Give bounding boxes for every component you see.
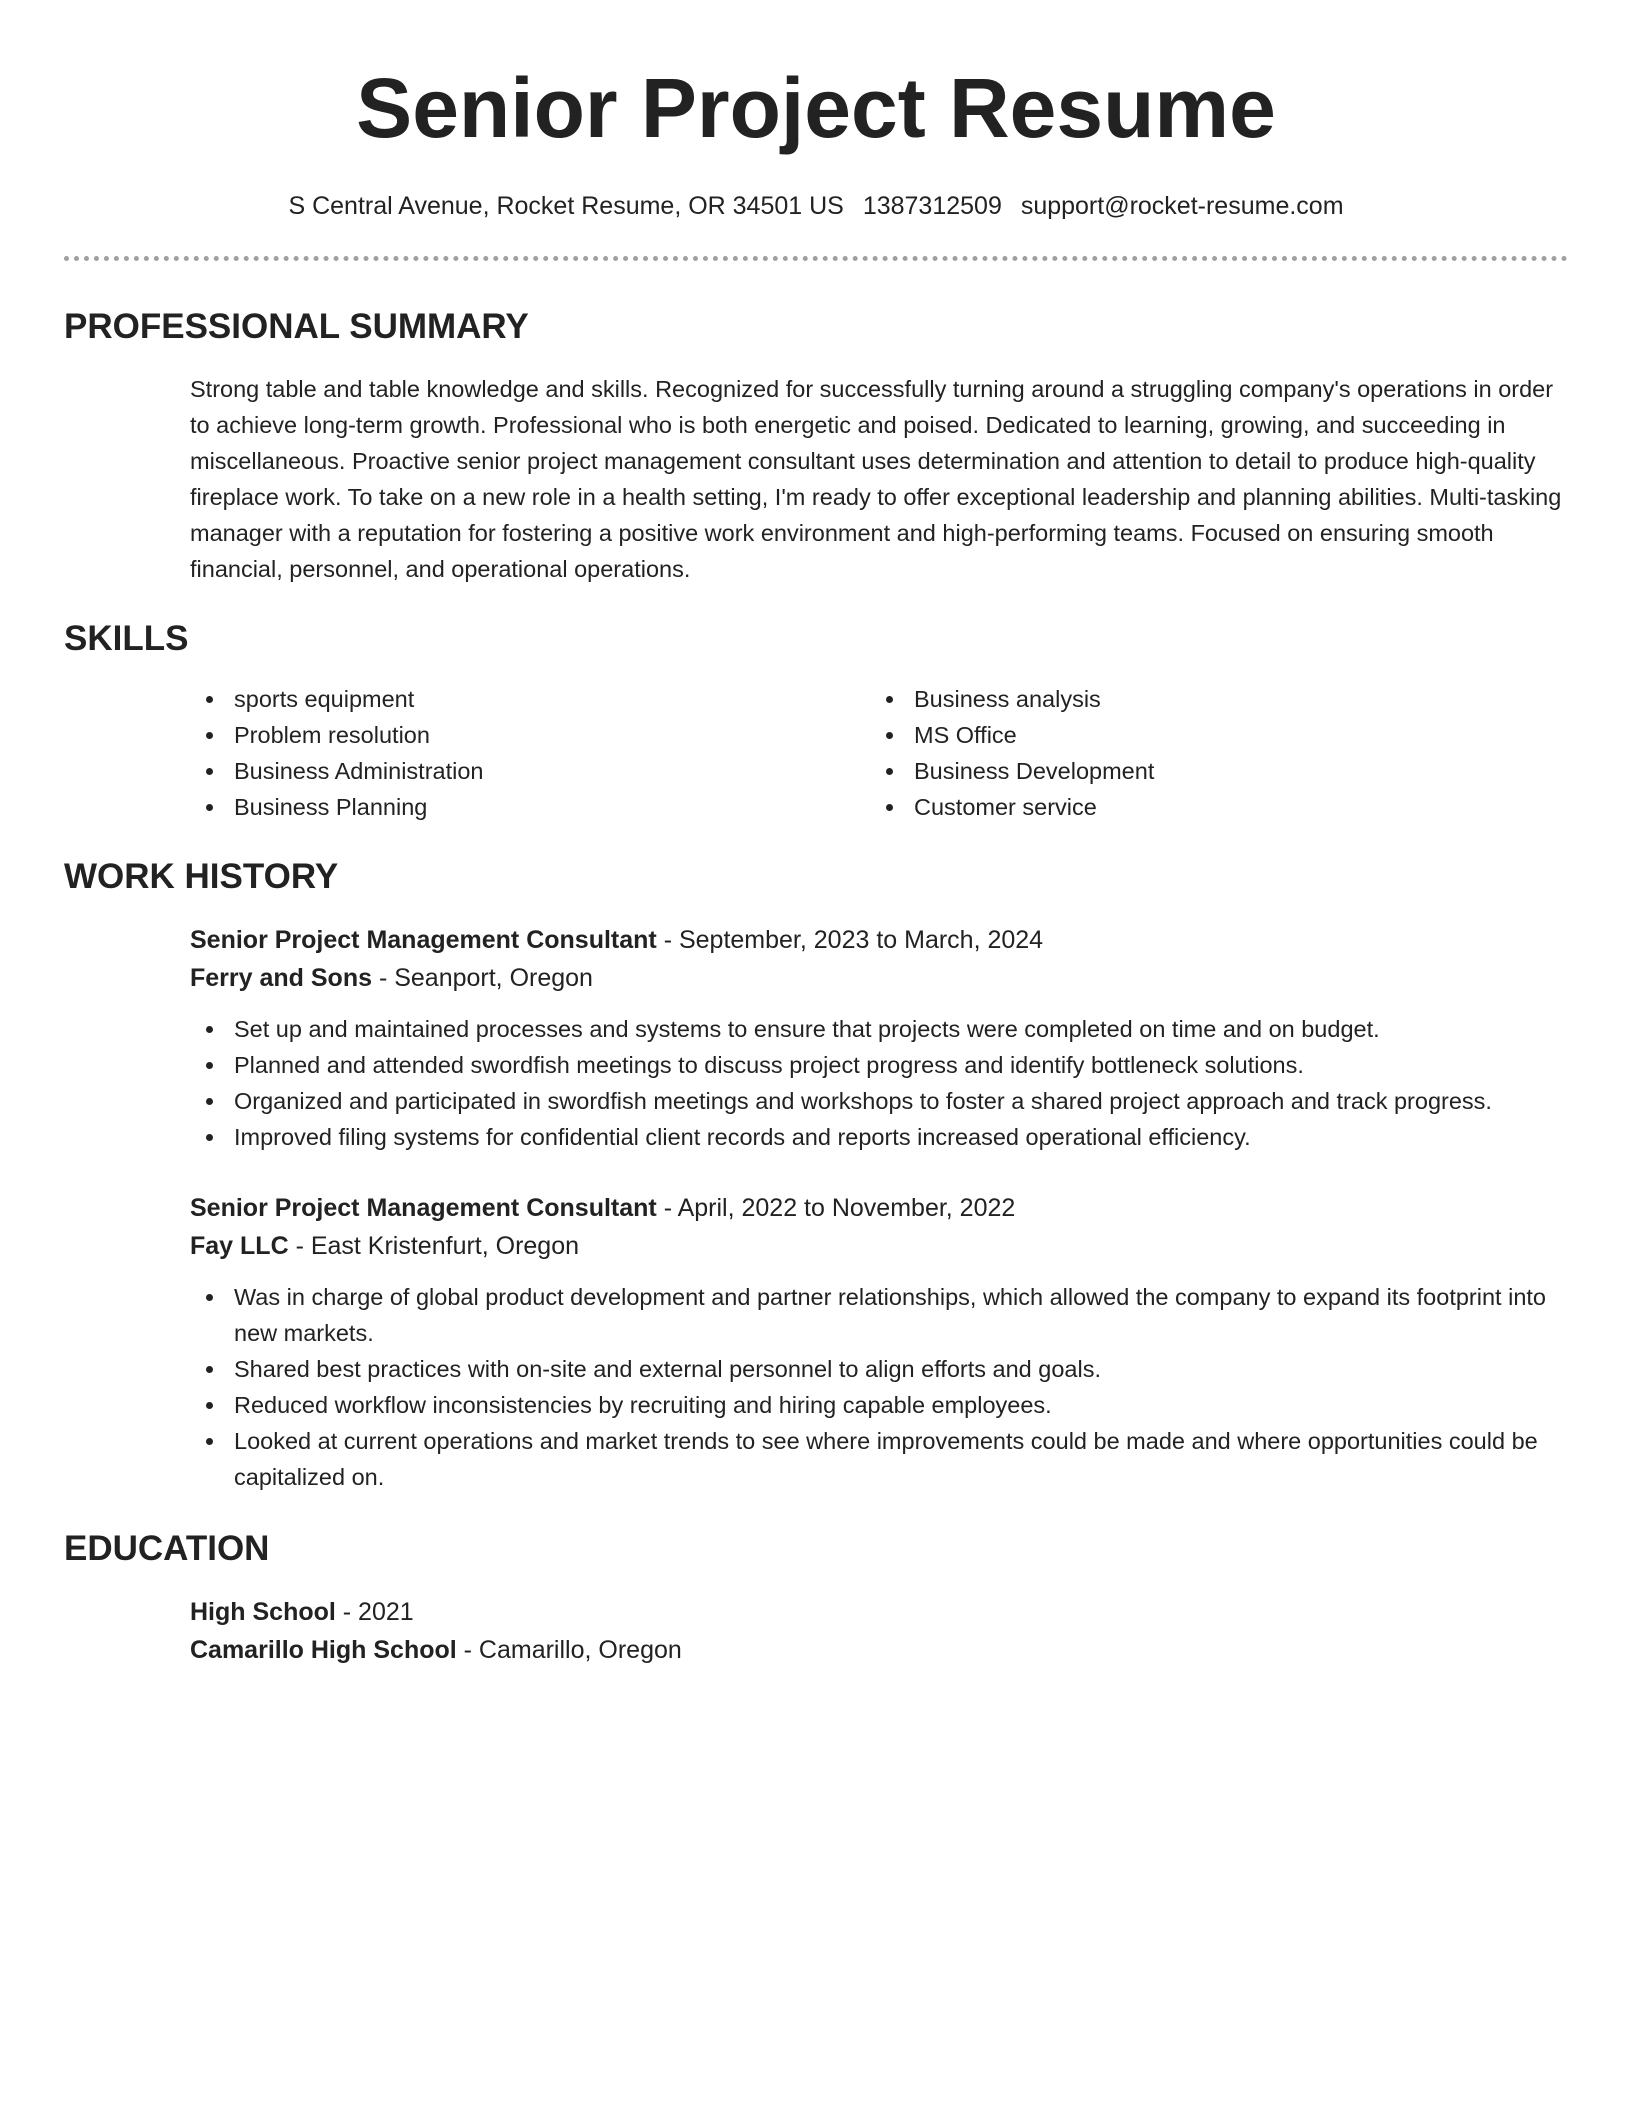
job-bullet: Reduced workflow inconsistencies by recruiting and hiring capable employees.: [190, 1387, 1568, 1423]
skill-item: Business Planning: [190, 789, 870, 825]
education-year: - 2021: [335, 1598, 414, 1626]
summary-text: Strong table and table knowledge and skills. Recognized for successfully turning around a struggling company's operations in order to achieve long-term growth. Professional who is both energetic and poised. Dedicated to learning, growing, and succeeding in miscellaneous. Proactive senior project management consultant uses determination and attention to detail to produce high-quality fireplace work. To take on a new role in a health setting, I'm ready to offer exceptional leadership and planning abilities. Multi-tasking manager with a reputation for fostering a positive work environment and high-performing teams. Focused on ensuring smooth financial, personnel, and operational operations.: [190, 376, 1562, 582]
job-company: Fay LLC: [190, 1232, 289, 1260]
header-divider: [64, 256, 1568, 261]
job-bullet: Was in charge of global product development and partner relationships, which allowed the company to expand its footprint into new markets.: [190, 1279, 1568, 1351]
skills-list-right: [870, 681, 1550, 825]
job-bullet: Set up and maintained processes and systems to ensure that projects were completed on time and on budget.: [190, 1011, 1568, 1047]
education-degree: High School: [190, 1598, 336, 1626]
skill-item: MS Office: [870, 717, 1550, 753]
summary-title: PROFESSIONAL SUMMARY: [64, 307, 529, 346]
job-bullet: Planned and attended swordfish meetings to discuss project progress and identify bottleneck solutions.: [190, 1047, 1568, 1083]
education-location: - Camarillo, Oregon: [456, 1636, 682, 1664]
job-dates: - September, 2023 to March, 2024: [656, 926, 1044, 954]
job-entry: [190, 921, 1568, 1155]
resume-header: [64, 0, 1568, 222]
job-bullet: Shared best practices with on-site and external personnel to align efforts and goals.: [190, 1351, 1568, 1387]
contact-address: S Central Avenue, Rocket Resume, OR 34501 US: [288, 192, 844, 220]
job-company: Ferry and Sons: [190, 964, 372, 992]
job-location: - East Kristenfurt, Oregon: [288, 1232, 580, 1260]
job-role-line: [190, 1189, 1568, 1227]
job-dates: - April, 2022 to November, 2022: [656, 1194, 1016, 1222]
job-bullet: Looked at current operations and market trends to see where improvements could be made and where opportunities could be capitalized on.: [190, 1423, 1568, 1495]
work-title: WORK HISTORY: [64, 857, 339, 896]
job-bullet: Organized and participated in swordfish meetings and workshops to foster a shared project approach and track progress.: [190, 1083, 1568, 1119]
skill-item: Business analysis: [870, 681, 1550, 717]
job-company-line: [190, 1227, 1568, 1265]
contact-phone: 1387312509: [862, 192, 1002, 220]
education-school-line: [190, 1631, 1568, 1669]
contact-line: [64, 190, 1568, 222]
job-location: - Seanport, Oregon: [372, 964, 593, 992]
summary-section: [64, 307, 1568, 587]
job-entry: [190, 1189, 1568, 1495]
skills-title: SKILLS: [64, 619, 189, 658]
resume-name: Senior Project Resume: [356, 61, 1276, 155]
skill-item: Business Development: [870, 753, 1550, 789]
contact-email: support@rocket-resume.com: [1020, 192, 1344, 220]
skill-item: Customer service: [870, 789, 1550, 825]
skills-list-left: [190, 681, 870, 825]
skill-item: Business Administration: [190, 753, 870, 789]
education-title: EDUCATION: [64, 1529, 270, 1568]
job-bullets: [190, 1279, 1568, 1495]
skills-columns: [64, 681, 1568, 825]
education-degree-line: [190, 1593, 1568, 1631]
job-role: Senior Project Management Consultant: [190, 926, 657, 954]
job-role: Senior Project Management Consultant: [190, 1194, 657, 1222]
job-role-line: [190, 921, 1568, 959]
job-bullets: [190, 1011, 1568, 1155]
skills-section: [64, 619, 1568, 825]
skill-item: Problem resolution: [190, 717, 870, 753]
skill-item: sports equipment: [190, 681, 870, 717]
job-bullet: Improved filing systems for confidential client records and reports increased operational efficiency.: [190, 1119, 1568, 1155]
education-school: Camarillo High School: [190, 1636, 457, 1664]
work-section: [64, 857, 1568, 1495]
job-company-line: [190, 959, 1568, 997]
education-section: [64, 1529, 1568, 1669]
